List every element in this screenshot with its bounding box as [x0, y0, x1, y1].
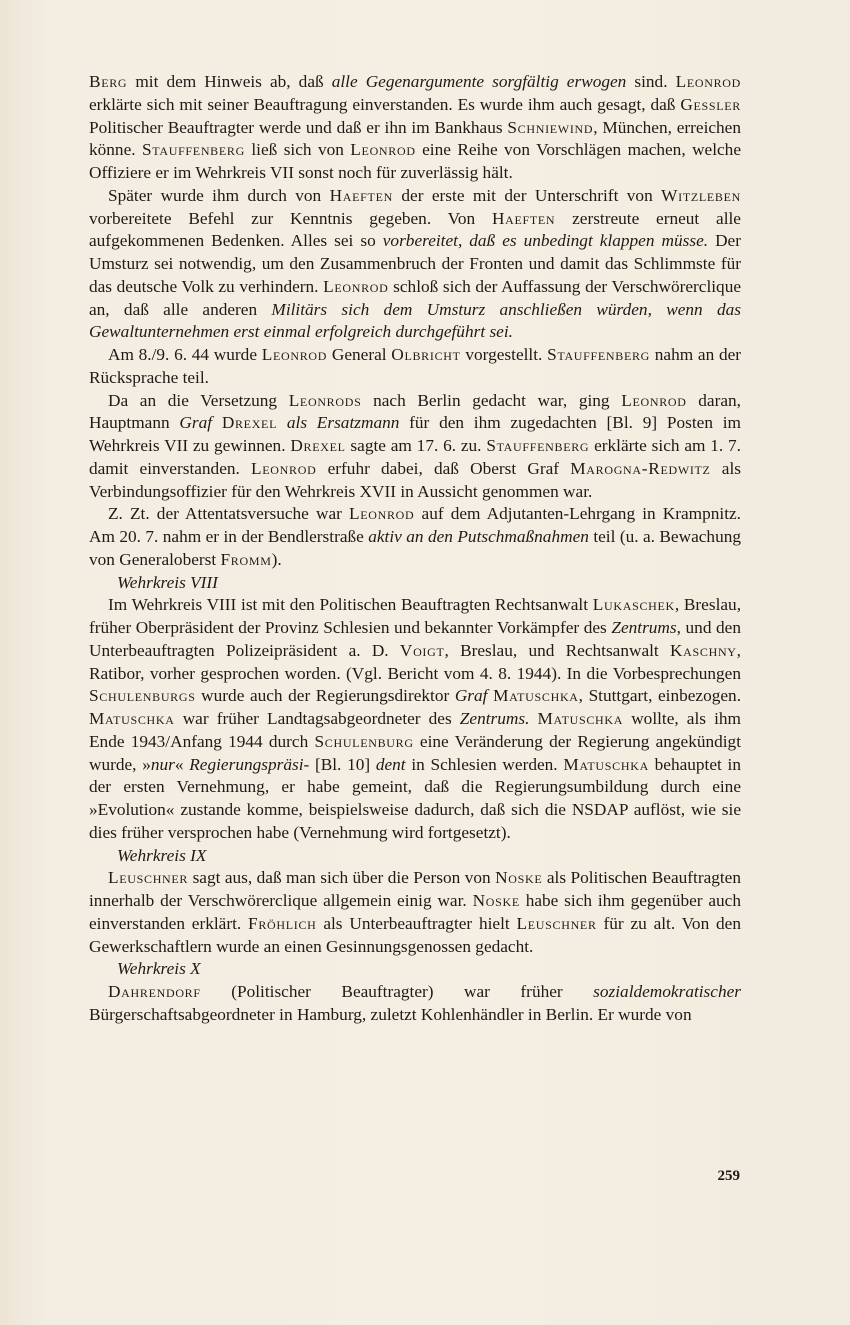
text-run: für zu alt. Von den Gewerkschaftlern wurde an einen Gesinnungsgenossen gedacht. [89, 913, 741, 956]
name-smallcaps: Leuschner [108, 868, 189, 888]
text-run: teil (u. a. Bewachung von Generaloberst [89, 527, 741, 569]
name-smallcaps: Leonrod [350, 140, 416, 160]
text-run: war früher Landtagsabgeordneter des [174, 709, 460, 728]
text-run: Bürgerschaftsabgeordneter in Hamburg, zuletzt Kohlenhändler in Berlin. Er wurde von [89, 1004, 692, 1024]
text-run: in Schlesien werden. [405, 754, 564, 774]
text-run: , Breslau, früher Oberpräsident der Provinz Schlesien und bekannter Vorkämpfer des [89, 595, 742, 637]
emphasis-italic: alle Gegenargumente sorgfältig erwogen [331, 72, 627, 91]
text-run: , Ratibor, vorher gesprochen worden. (Vgl. Bericht vom 4. 8. 1944). In die Vorbesprechungen [89, 640, 741, 683]
name-smallcaps: Haeften [329, 185, 393, 205]
emphasis-italic: dent [375, 754, 406, 774]
text-run [529, 709, 537, 728]
emphasis-italic: als Ersatzmann [286, 413, 400, 433]
name-smallcaps: Olbricht [391, 345, 461, 364]
paragraph-drexel [89, 390, 741, 504]
text-run: als Politischen Beauftragten innerhalb der Verschwörerclique allgemein einig war. [89, 868, 741, 910]
text-run: ließ sich von [244, 140, 351, 160]
text-run: sagt aus, daß man sich über die Person von [188, 868, 496, 888]
heading-wehrkreis-x: Wehrkreis X [117, 959, 201, 979]
text-run: (Politischer Beauftragter) war früher [200, 982, 594, 1001]
name-smallcaps: Berg [89, 72, 128, 91]
text-run: mit dem Hinweis ab, daß [127, 72, 332, 91]
text-run: vorbereitete Befehl zur Kenntnis gegeben. Von [89, 208, 492, 228]
name-smallcaps: Matuschka [563, 754, 649, 774]
name-smallcaps: Dahrendorf [108, 982, 201, 1001]
text-run: der erste mit der Unterschrift von [392, 185, 662, 205]
text-run: zerstreute erneut alle aufgekommenen Bedenken. Alles sei so [89, 208, 741, 251]
name-smallcaps: Kaschny [670, 640, 737, 660]
text-run: Später wurde ihm durch von [108, 185, 330, 205]
text-run: erklärte sich mit seiner Beauftragung einverstanden. Es wurde ihm auch gesagt, daß [89, 94, 681, 114]
name-smallcaps: Matuschka [89, 709, 175, 728]
name-smallcaps: Fromm [220, 549, 272, 569]
text-run: habe sich ihm gegenüber auch einverstanden erklärt. [89, 891, 741, 933]
text-run: nach Berlin gedacht war, ging [361, 390, 622, 410]
name-smallcaps: Leonrod [323, 276, 389, 296]
text-run: General [327, 345, 392, 364]
text-run: schloß sich der Auffassung der Verschwörerclique an, daß alle anderen [89, 276, 741, 319]
text-run: , München, erreichen könne. [89, 117, 741, 160]
text-run: Z. Zt. der Attentatsversuche war [108, 504, 349, 524]
paragraph-wehrkreis-viii [89, 594, 741, 844]
emphasis-italic: sozialdemokratischer [593, 982, 741, 1001]
name-smallcaps: Leonrod [621, 390, 687, 410]
text-run: Politischer Beauftragter werde und daß er ihn im Bankhaus [89, 117, 508, 137]
text-run [212, 413, 222, 432]
emphasis-italic: Zentrums. [459, 709, 530, 728]
text-run: Am 8./9. 6. 44 wurde [108, 345, 262, 364]
emphasis-italic: Militärs sich dem Umsturz anschließen würden, wenn das Gewaltunternehmen erst einmal erfolgreich durchgeführt sei. [89, 299, 741, 342]
emphasis-italic: Graf [454, 686, 488, 706]
name-smallcaps: Drexel [221, 413, 278, 433]
text-run: daran, Hauptmann [89, 390, 741, 433]
heading-wehrkreis-viii: Wehrkreis VIII [117, 572, 218, 592]
text-run: sagte am 17. 6. zu. [345, 436, 487, 455]
text-run: sind. [626, 72, 676, 91]
text-run: erklärte sich am 1. 7. damit einverstanden. [89, 436, 741, 478]
text-run: erfuhr dabei, daß Oberst Graf [316, 458, 571, 478]
paragraph-attentat [89, 503, 741, 571]
name-smallcaps: Gessler [680, 94, 741, 114]
text-run: eine Reihe von Vorschlägen machen, welche Offiziere er im Wehrkreis VII sonst noch für zuverlässig hält. [89, 140, 741, 182]
text-run: [Bl. 10] [309, 754, 376, 774]
name-smallcaps: Noske [472, 891, 520, 910]
text-run: , Stuttgart, einbezogen. [578, 686, 742, 706]
name-smallcaps: Stauffenberg [141, 140, 245, 160]
paragraph-olbricht [89, 344, 741, 390]
text-run: als Unterbeauftragter hielt [316, 913, 517, 933]
paragraph-haeften [89, 185, 741, 344]
text-run: , Breslau, und Rechtsanwalt [444, 640, 670, 660]
name-smallcaps: Voigt [399, 640, 445, 660]
text-run: behauptet in der ersten Vernehmung, er habe gemeint, daß die Regierungsumbildung durch eine »Evolution« zustande komme, beispielsweise dadurch, daß sich die NSDAP auflöst, wie sie dies früher versprochen habe (Vernehmung wird fortgesetzt). [89, 754, 741, 842]
text-run: Der Umsturz sei notwendig, um den Zusammenbruch der Fronten und damit das Schlimmste für das deutsche Volk zu verhindern. [89, 231, 741, 296]
text-run: nahm an der Rücksprache teil. [89, 345, 742, 387]
text-run: für den ihm zugedachten [Bl. 9] Posten im Wehrkreis VII zu gewinnen. [89, 413, 741, 455]
text-run: als Verbindungsoffizier für den Wehrkreis XVII in Aussicht genommen war. [89, 458, 741, 501]
text-run [277, 413, 287, 432]
name-smallcaps: Noske [495, 868, 543, 888]
text-run: « [174, 754, 190, 774]
name-smallcaps: Schniewind [507, 117, 594, 137]
paragraph-berg [89, 71, 741, 185]
text-run: auf dem Adjutanten-Lehrgang in Krampnitz. Am 20. 7. nahm er in der Bendlerstraße [89, 504, 741, 546]
text-run: wurde auch der Regierungsdirektor [195, 686, 455, 706]
emphasis-italic: Zentrums [611, 618, 677, 637]
name-smallcaps: Marogna-Redwitz [570, 458, 711, 478]
name-smallcaps: Fröhlich [248, 913, 317, 933]
emphasis-italic: Graf [179, 413, 213, 433]
name-smallcaps: Leonrod [349, 504, 415, 524]
text-run: vorgestellt. [460, 345, 548, 364]
text-run: , und den Unterbeauftragten Polizeipräsident a. D. [89, 618, 741, 660]
emphasis-italic: Regierungspräsi- [189, 754, 310, 774]
name-smallcaps: Leuschner [516, 913, 597, 933]
name-smallcaps: Schulenburgs [89, 686, 196, 706]
name-smallcaps: Leonrod [261, 345, 328, 364]
text-run: Da an die Versetzung [108, 390, 289, 410]
text-run: eine Veränderung der Regierung angekündigt wurde, » [89, 731, 742, 774]
emphasis-italic: nur [150, 754, 175, 774]
emphasis-italic: vorbereitet, daß es unbedingt klappen müsse. [382, 231, 709, 251]
paragraph-wehrkreis-x [89, 981, 741, 1027]
name-smallcaps: Leonrods [288, 390, 362, 410]
name-smallcaps: Drexel [290, 436, 346, 455]
name-smallcaps: Witzleben [661, 185, 741, 205]
name-smallcaps: Stauffenberg [547, 345, 651, 364]
body-text [89, 71, 741, 1027]
name-smallcaps: Matuschka [493, 686, 579, 706]
name-smallcaps: Leonrod [675, 72, 741, 91]
name-smallcaps: Stauffenberg [486, 436, 590, 455]
name-smallcaps: Matuschka [537, 709, 624, 728]
name-smallcaps: Lukaschek [592, 595, 675, 615]
text-run: ). [271, 549, 282, 569]
heading-wehrkreis-ix: Wehrkreis IX [117, 845, 207, 865]
name-smallcaps: Haeften [491, 208, 556, 228]
text-run: Im Wehrkreis VIII ist mit den Politischen Beauftragten Rechtsanwalt [108, 595, 593, 615]
text-run: wollte, als ihm Ende 1943/Anfang 1944 durch [89, 709, 741, 751]
name-smallcaps: Schulenburg [314, 731, 414, 751]
paragraph-wehrkreis-ix [89, 867, 741, 958]
page-number: 259 [717, 1168, 740, 1184]
emphasis-italic: aktiv an den Putschmaßnahmen [368, 527, 589, 546]
name-smallcaps: Leonrod [251, 458, 317, 478]
